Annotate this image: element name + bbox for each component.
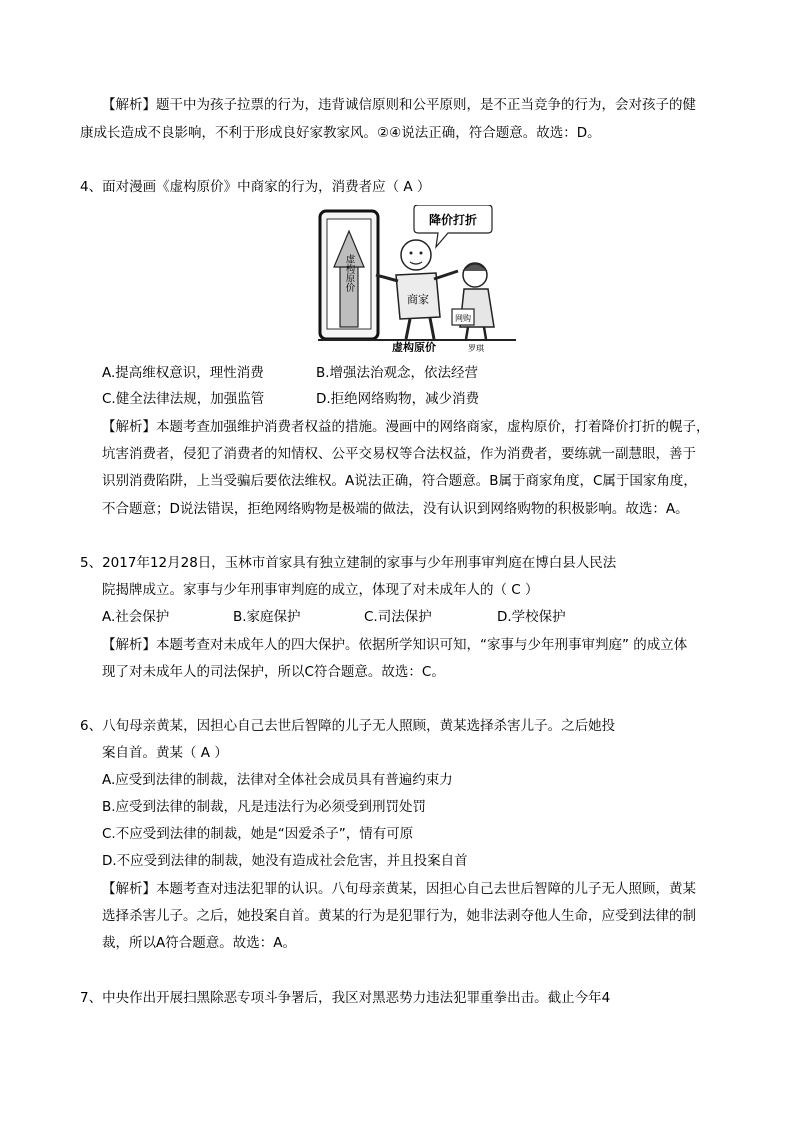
option-6d: D.不应受到法律的制裁，她没有造成社会危害，并且投案自首 <box>102 853 468 869</box>
option-5b: B.家庭保护 <box>233 609 301 625</box>
cartoon-image <box>318 205 516 352</box>
bubble-text: 降价打折 <box>428 213 478 227</box>
option-4d: D.拒绝网络购物，减少消费 <box>316 391 480 407</box>
analysis-q6-line-1: 【解析】本题考查对违法犯罪的认识。八旬母亲黄某，因担心自己去世后智障的儿子无人照顾，黄某 <box>102 881 696 897</box>
cartoon-caption: 虚构原价 <box>392 341 436 352</box>
option-5a: A.社会保护 <box>102 609 170 625</box>
analysis-q4-line-1: 【解析】本题考查加强维护消费者权益的措施。漫画中的网络商家，虚构原价，打着降价打折的幌子， <box>102 419 710 435</box>
question-4-stem: 4、面对漫画《虚构原价》中商家的行为，消费者应（ A ） <box>80 179 431 195</box>
merchant-label: 商家 <box>407 293 429 306</box>
option-5d: D.学校保护 <box>497 609 566 625</box>
analysis-q4-line-4: 不合题意；D说法错误，拒绝网络购物是极端的做法，没有认识到网络购物的积极影响。故选：A。 <box>102 501 689 517</box>
cartoon-author: 罗琪 <box>468 344 484 352</box>
option-4c: C.健全法律法规，加强监管 <box>102 391 265 407</box>
option-6c: C.不应受到法律的制裁，她是“因爱杀子”，情有可原 <box>102 826 414 842</box>
option-4a: A.提高维权意识，理性消费 <box>102 365 264 381</box>
option-4b: B.增强法治观念，依法经营 <box>316 365 479 381</box>
analysis-q3-line-1: 【解析】题干中为孩子拉票的行为，违背诚信原则和公平原则，是不正当竞争的行为，会对孩子的健 <box>102 97 696 113</box>
question-6-stem-line-2: 案自首。黄某（ A ） <box>102 745 228 761</box>
analysis-q6-line-2: 选择杀害儿子。之后，她投案自首。黄某的行为是犯罪行为，她非法剥夺他人生命，应受到法律的制 <box>102 908 696 924</box>
question-6-stem-line-1: 6、八旬母亲黄某，因担心自己去世后智障的儿子无人照顾，黄某选择杀害儿子。之后她投 <box>80 718 616 734</box>
bag-label: 网购 <box>455 314 471 323</box>
analysis-q3-line-2: 康成长造成不良影响，不利于形成良好家教家风。②④说法正确，符合题意。故选：D。 <box>80 125 601 141</box>
question-5-stem-line-1: 5、2017年12月28日，玉林市首家具有独立建制的家事与少年刑事审判庭在博白县人民法 <box>80 555 617 571</box>
analysis-q6-line-3: 裁，所以A符合题意。故选：A。 <box>102 935 296 951</box>
analysis-q4-line-3: 识别消费陷阱，上当受骗后要依法维权。A说法正确，符合题意。B属于商家角度，C属于国家角度， <box>102 473 697 489</box>
analysis-q5-line-1: 【解析】本题考查对未成年人的四大保护。依据所学知识可知，“家事与少年刑事审判庭” 的成立体 <box>102 637 688 653</box>
arrow-label: 虚构原价 <box>343 254 355 292</box>
option-5c: C.司法保护 <box>364 609 432 625</box>
question-7-stem-line-1: 7、中央作出开展扫黑除恶专项斗争署后，我区对黑恶势力违法犯罪重拳出击。截止今年4 <box>80 990 611 1006</box>
option-6b: B.应受到法律的制裁，凡是违法行为必须受到刑罚处罚 <box>102 799 427 815</box>
analysis-q4-line-2: 坑害消费者，侵犯了消费者的知情权、公平交易权等合法权益，作为消费者，要练就一副慧眼，善于 <box>102 446 696 462</box>
question-5-stem-line-2: 院揭牌成立。家事与少年刑事审判庭的成立，体现了对未成年人的（ C ） <box>102 582 539 598</box>
merchant-head <box>401 240 431 270</box>
analysis-q5-line-2: 现了对未成年人的司法保护，所以C符合题意。故选：C。 <box>102 664 445 680</box>
option-6a: A.应受到法律的制裁，法律对全体社会成员具有普遍约束力 <box>102 772 453 788</box>
